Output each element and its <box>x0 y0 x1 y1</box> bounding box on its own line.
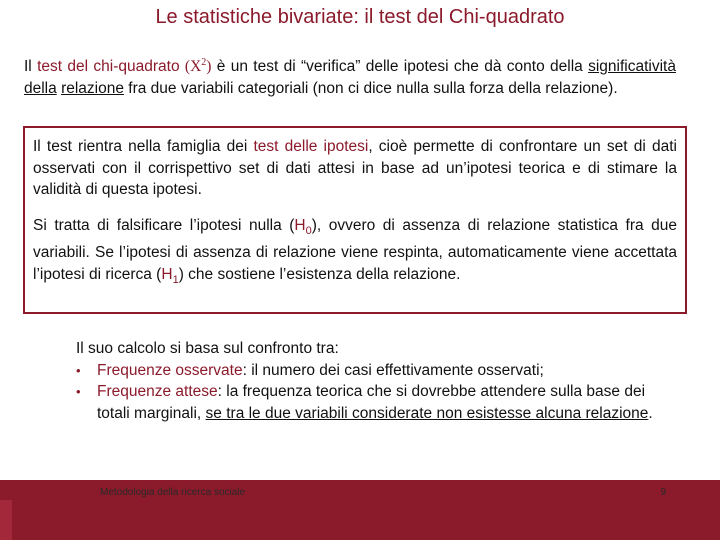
bullet-icon: • <box>76 384 81 399</box>
intro-paragraph <box>24 52 676 99</box>
box-p1-a: Il test rientra nella famiglia dei <box>33 138 254 155</box>
frequency-list <box>76 360 676 425</box>
observed-frequencies-text: : il numero dei casi effettivamente osservati; <box>242 361 544 379</box>
null-hypothesis-symbol <box>294 216 312 237</box>
calculation-intro: Il suo calcolo si basa sul confronto tra: <box>76 340 339 357</box>
list-item-observed <box>76 360 676 382</box>
box-paragraph-2 <box>33 215 677 292</box>
h1-subscript: 1 <box>172 273 179 286</box>
h1-letter: H <box>161 265 173 283</box>
footer-bar <box>0 480 720 540</box>
box-paragraph-1 <box>33 136 677 201</box>
relazione-underlined: relazione <box>61 79 124 97</box>
bullet-icon: • <box>76 362 81 378</box>
hypothesis-box <box>23 126 687 314</box>
intro-text-2: fra due variabili categoriali (non ci dice nulla sulla forza della relazione). <box>123 79 618 97</box>
chi-square-term: test del chi-quadrato <box>37 58 180 76</box>
intro-lead: Il <box>24 58 38 76</box>
footer-accent-block <box>0 500 12 540</box>
significance-underlined: significatività <box>588 58 676 76</box>
symbol-exponent: 2 <box>201 57 207 68</box>
symbol-open: ( <box>184 58 191 76</box>
h0-letter: H <box>294 216 306 234</box>
box-p1-b: , cioè permette di confrontare un set di dati osservati con il corrispettivo set di dati attesi in base ad un’ipotesi teorica e di stimare la validità di questa ipotesi. <box>33 138 677 198</box>
expected-frequencies-text: : la frequenza teorica che si dovrebbe attendere sulla base dei totali marginali, <box>97 383 646 422</box>
box-p2-c: ) che sostiene l’esistenza della relazione. <box>178 265 461 283</box>
footer-course-label: Metodologia della ricerca sociale <box>100 487 246 498</box>
h0-subscript: 0 <box>305 224 312 237</box>
symbol-close: ) <box>206 58 212 76</box>
calculation-section <box>76 338 676 424</box>
expected-frequencies-term: Frequenze attese <box>97 383 218 400</box>
box-p2-a: Si tratta di falsificare l’ipotesi nulla ( <box>33 216 295 234</box>
hypothesis-tests-term: test delle ipotesi <box>253 138 369 155</box>
list-item-expected <box>76 381 676 424</box>
expected-frequencies-end: . <box>648 404 653 422</box>
slide-title: Le statistiche bivariate: il test del Chi-quadrato <box>155 6 565 28</box>
chi-square-symbol <box>185 58 212 75</box>
della-underlined: della <box>24 79 57 97</box>
box-p2-b: ), ovvero di assenza di relazione statistica fra due variabili. Se l’ipotesi di assenza di relazione viene respinta, automaticamente viene accettata l’ipotesi di ricerca ( <box>33 216 677 283</box>
no-relation-condition: se tra le due variabili considerate non esistesse alcuna relazione <box>205 404 649 422</box>
observed-frequencies-term: Frequenze osservate <box>97 361 243 379</box>
symbol-chi: X <box>190 58 202 76</box>
page-number: 9 <box>660 487 666 498</box>
research-hypothesis-symbol <box>161 265 179 286</box>
intro-text-1: è un test di “verifica” delle ipotesi che dà conto della <box>211 58 589 76</box>
